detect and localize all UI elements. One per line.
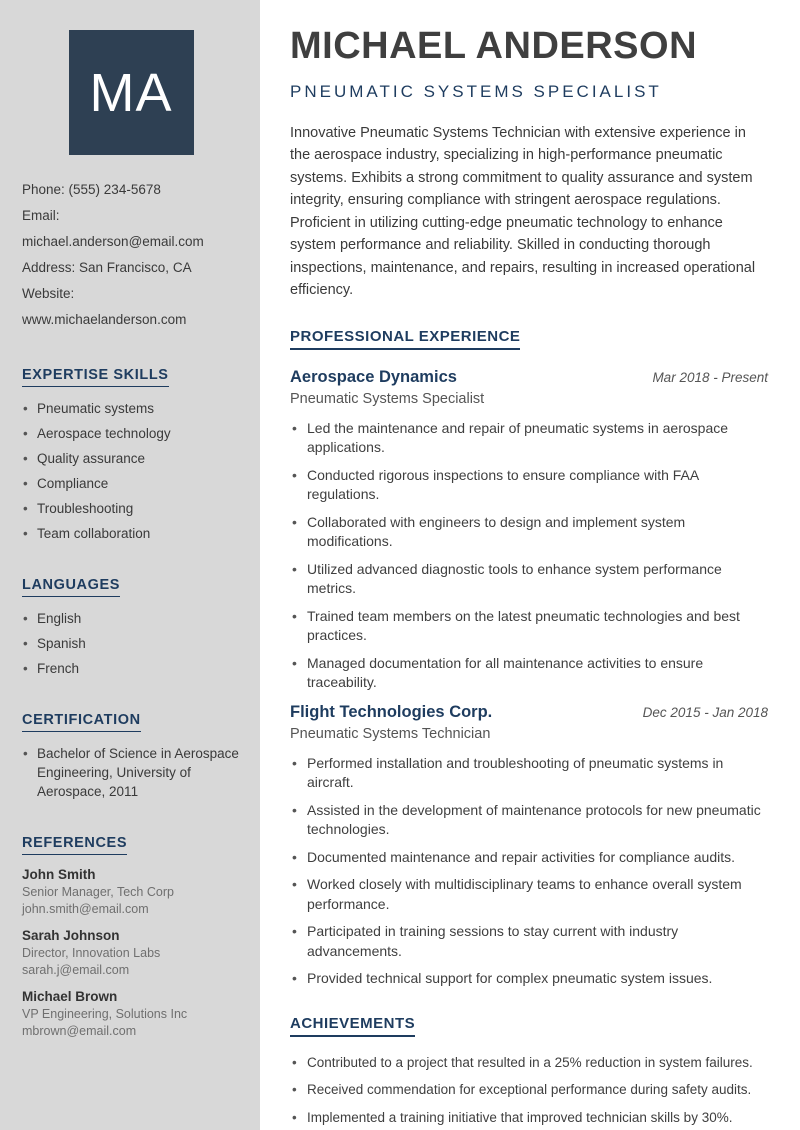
contact-phone: Phone: (555) 234-5678 [22,182,161,197]
reference-email: mbrown@email.com [22,1024,137,1038]
certification-title: CERTIFICATION [22,712,141,732]
job-header [290,368,768,387]
skill-item: • Troubleshooting [22,499,240,518]
references-section [22,834,240,1040]
language-item: • English [22,609,240,628]
skill-item: • Aerospace technology [22,424,240,443]
reference-email: john.smith@email.com [22,902,149,916]
job-title-subtitle: PNEUMATIC SYSTEMS SPECIALIST [290,81,662,101]
monogram [69,30,194,155]
job-role: Pneumatic Systems Technician [290,725,491,742]
certification-section [22,711,240,801]
achievements-section [290,1015,768,1128]
reference-role: Director, Innovation Labs [22,946,161,960]
job-entry [290,368,768,693]
achievement-item: • Contributed to a project that resulted in a 25% reduction in system failures. [290,1053,768,1073]
skill-item: • Team collaboration [22,524,240,543]
job-dates: Mar 2018 - Present [652,369,768,385]
languages-title: LANGUAGES [22,577,120,597]
languages-section [22,576,240,678]
job-bullet: • Conducted rigorous inspections to ensure compliance with FAA regulations. [290,466,768,505]
reference-email: sarah.j@email.com [22,963,130,977]
job-bullet-list [290,754,768,989]
monogram-initials: MA [89,62,173,123]
certification-list [22,744,240,801]
achievements-list [290,1053,768,1128]
summary-paragraph: Innovative Pneumatic Systems Technician with extensive experience in the aerospace industry, specializing in high-performance pneumatic systems. Exhibits a strong commitment to quality assurance and system integrity, ensuring compliance with stringent aerospace regulations. Proficient in utilizing cutting-edge pneumatic technology to enhance system performance and reliability. Skilled in conducting thorough inspections, maintenance, and repairs, resulting in increased operational efficiency. [290,124,756,299]
job-bullet: • Participated in training sessions to stay current with industry advancements. [290,922,768,961]
language-item: • French [22,659,240,678]
reference-entry [22,989,240,1040]
job-header [290,703,768,722]
skills-list [22,399,240,543]
job-bullet: • Worked closely with multidisciplinary teams to enhance overall system performance. [290,875,768,914]
skill-item: • Quality assurance [22,449,240,468]
job-dates: Dec 2015 - Jan 2018 [642,704,768,720]
reference-name: John Smith [22,867,96,882]
job-entry [290,703,768,989]
experience-section [290,328,768,989]
reference-entry [22,867,240,918]
experience-title: PROFESSIONAL EXPERIENCE [290,328,520,350]
reference-entry [22,928,240,979]
contact-email: Email: michael.anderson@email.com [22,208,204,249]
achievements-title: ACHIEVEMENTS [290,1015,415,1037]
reference-name: Michael Brown [22,989,118,1004]
skills-section [22,366,240,543]
job-bullet-list [290,419,768,693]
achievement-item: • Implemented a training initiative that improved technician skills by 30%. [290,1108,768,1128]
languages-list [22,609,240,678]
skill-item: • Pneumatic systems [22,399,240,418]
job-bullet: • Led the maintenance and repair of pneumatic systems in aerospace applications. [290,419,768,458]
reference-role: Senior Manager, Tech Corp [22,885,174,899]
contact-info [22,177,240,333]
job-company: Flight Technologies Corp. [290,702,493,721]
job-bullet: • Utilized advanced diagnostic tools to enhance system performance metrics. [290,560,768,599]
achievement-item: • Received commendation for exceptional performance during safety audits. [290,1080,768,1100]
reference-role: VP Engineering, Solutions Inc [22,1007,188,1021]
job-role: Pneumatic Systems Specialist [290,390,485,407]
job-company: Aerospace Dynamics [290,367,457,386]
job-bullet: • Trained team members on the latest pneumatic technologies and best practices. [290,607,768,646]
contact-website: Website: www.michaelanderson.com [22,286,187,327]
job-bullet: • Assisted in the development of maintenance protocols for new pneumatic technologies. [290,801,768,840]
contact-address: Address: San Francisco, CA [22,260,192,275]
certification-item: • Bachelor of Science in Aerospace Engineering, University of Aerospace, 2011 [22,744,240,801]
job-bullet: • Documented maintenance and repair activities for compliance audits. [290,848,768,868]
reference-name: Sarah Johnson [22,928,120,943]
job-bullet: • Provided technical support for complex pneumatic system issues. [290,969,768,989]
sidebar [0,0,260,1130]
skills-title: EXPERTISE SKILLS [22,367,169,387]
job-bullet: • Collaborated with engineers to design and implement system modifications. [290,513,768,552]
language-item: • Spanish [22,634,240,653]
references-title: REFERENCES [22,835,127,855]
page-title: MICHAEL ANDERSON [290,25,698,67]
job-bullet: • Managed documentation for all maintenance activities to ensure traceability. [290,654,768,693]
main-content [260,0,800,1130]
skill-item: • Compliance [22,474,240,493]
job-bullet: • Performed installation and troubleshooting of pneumatic systems in aircraft. [290,754,768,793]
